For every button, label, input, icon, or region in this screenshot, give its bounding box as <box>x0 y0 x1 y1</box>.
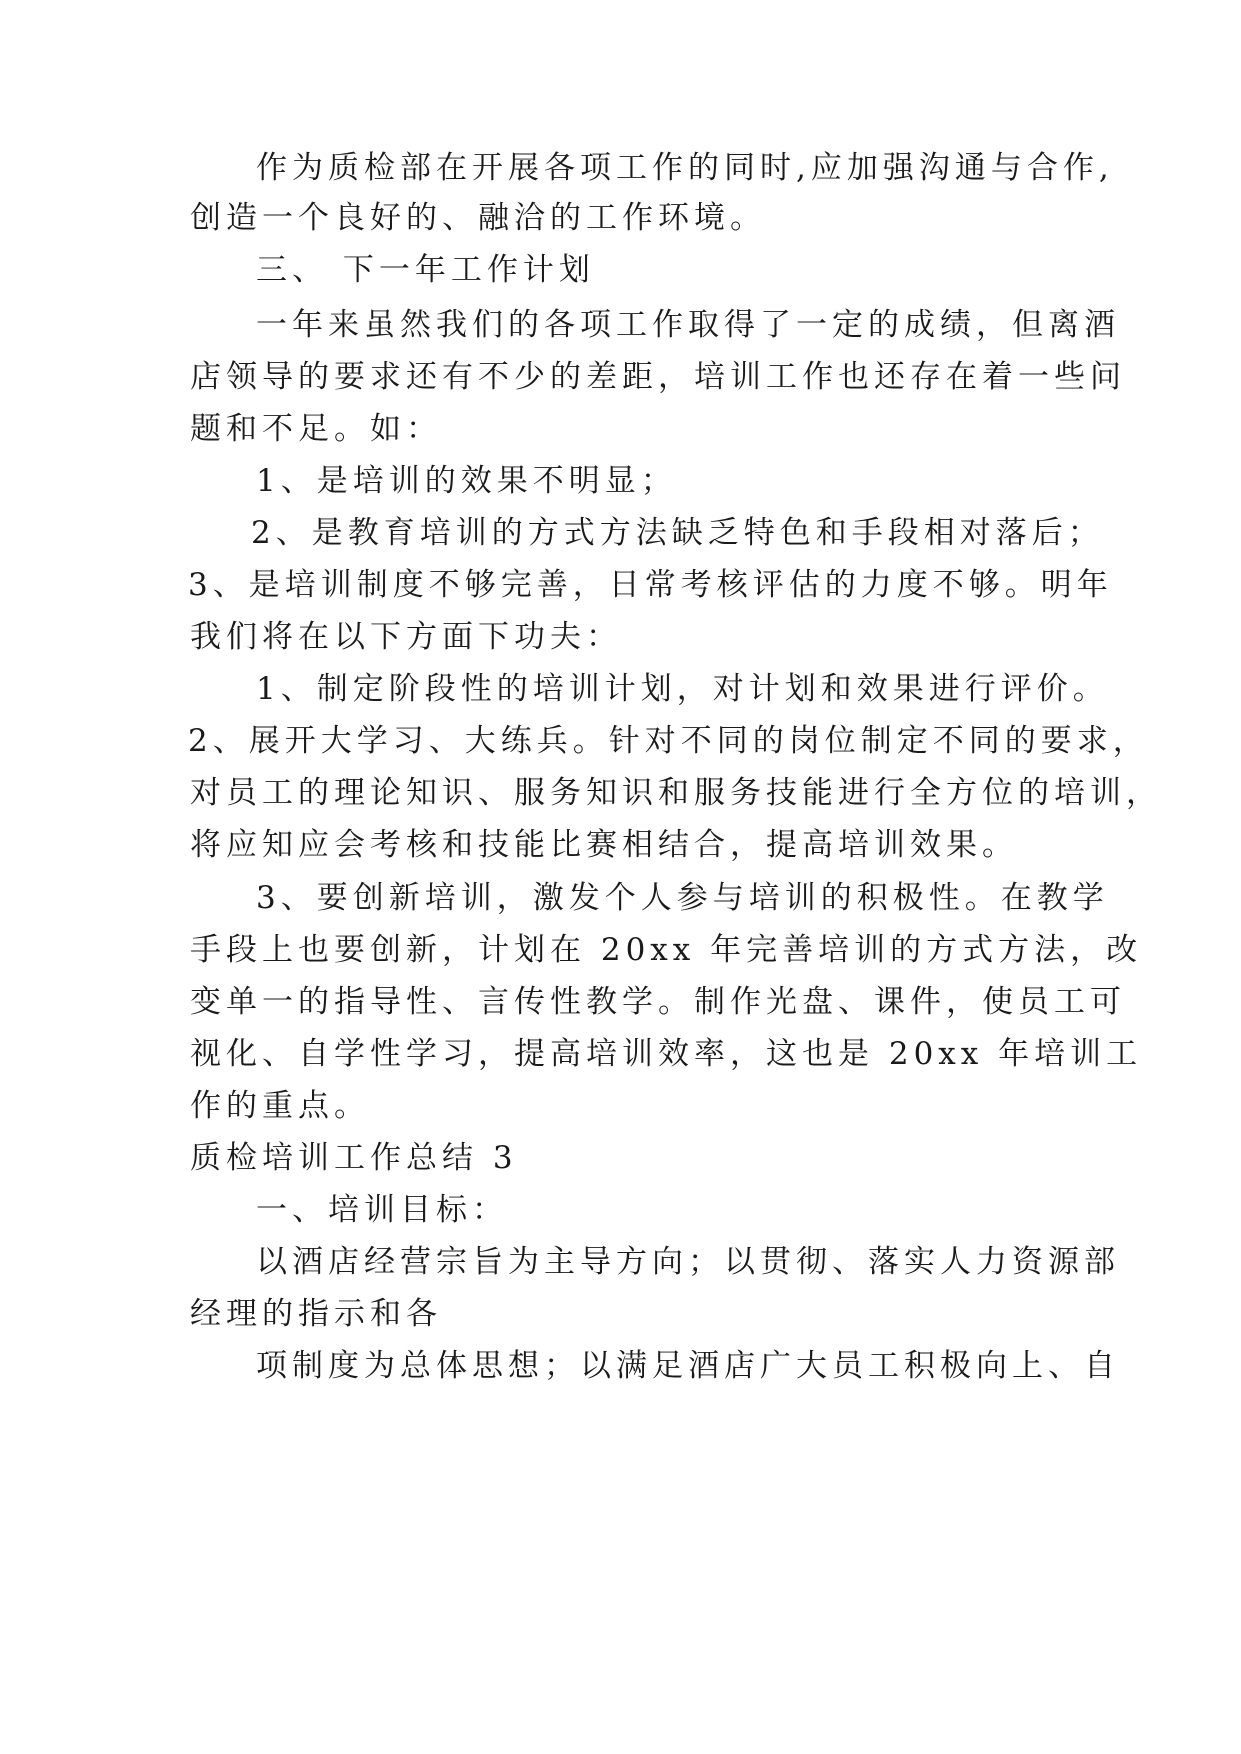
list-item: 2、是教育培训的方式方法缺乏特色和手段相对落后； <box>251 515 1104 551</box>
paragraph-line: 视化、自学性学习，提高培训效率，这也是 20xx 年培训工 <box>190 1036 1143 1072</box>
paragraph-line: 一年来虽然我们的各项工作取得了一定的成绩，但离酒 <box>256 307 1120 343</box>
document-heading: 质检培训工作总结 3 <box>190 1140 518 1176</box>
paragraph-line: 作的重点。 <box>190 1088 370 1124</box>
paragraph-line: 对员工的理论知识、服务知识和服务技能进行全方位的培训， <box>190 775 1162 811</box>
paragraph-line: 手段上也要创新，计划在 20xx 年完善培训的方式方法，改 <box>190 932 1143 968</box>
list-item: 3、要创新培训，激发个人参与培训的积极性。在教学 <box>256 880 1109 916</box>
paragraph-line: 将应知应会考核和技能比赛相结合，提高培训效果。 <box>190 827 1018 863</box>
paragraph-line: 变单一的指导性、言传性教学。制作光盘、课件，使员工可 <box>190 984 1126 1020</box>
list-item: 1、是培训的效果不明显； <box>256 463 677 499</box>
list-item: 3、是培训制度不够完善，日常考核评估的力度不够。明年 <box>188 567 1113 603</box>
paragraph-line: 我们将在以下方面下功夫： <box>190 619 622 655</box>
paragraph-line: 经理的指示和各 <box>190 1296 442 1332</box>
list-item: 2、展开大学习、大练兵。针对不同的岗位制定不同的要求， <box>188 723 1149 759</box>
paragraph-line: 以酒店经营宗旨为主导方向；以贯彻、落实人力资源部 <box>256 1244 1120 1280</box>
section-heading: 一、培训目标： <box>256 1192 508 1228</box>
paragraph-line: 店领导的要求还有不少的差距，培训工作也还存在着一些问 <box>190 359 1126 395</box>
section-heading: 三、 下一年工作计划 <box>256 252 595 288</box>
paragraph-line: 作为质检部在开展各项工作的同时,应加强沟通与合作, <box>256 150 1114 186</box>
paragraph-line: 项制度为总体思想；以满足酒店广大员工积极向上、自 <box>256 1348 1120 1384</box>
paragraph-line: 题和不足。如： <box>190 411 442 447</box>
list-item: 1、制定阶段性的培训计划，对计划和效果进行评价。 <box>256 671 1109 707</box>
paragraph-line: 创造一个良好的、融洽的工作环境。 <box>190 200 766 236</box>
